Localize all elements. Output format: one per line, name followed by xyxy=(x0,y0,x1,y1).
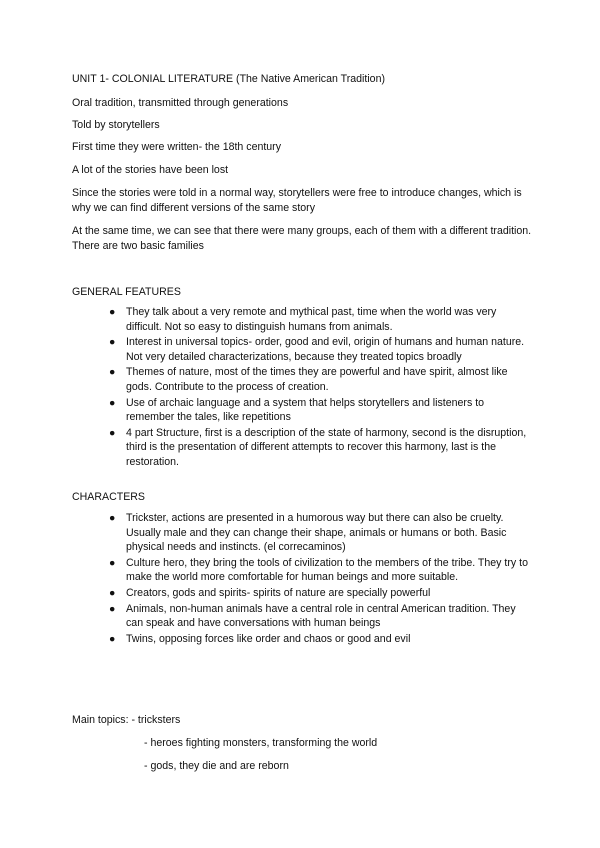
intro-paragraph: Since the stories were told in a normal way, storytellers were free to introduce changes, which is why we can find different versions of the same story xyxy=(72,187,522,214)
general-features-heading: GENERAL FEATURES xyxy=(72,286,181,298)
intro-paragraph: At the same time, we can see that there were many groups, each of them with a different tradition. There are two basic families xyxy=(72,225,532,252)
list-item xyxy=(0,556,600,585)
list-item-text: Use of archaic language and a system that helps storytellers and listeners to remember the tales, like repetitions xyxy=(126,396,485,424)
characters-heading: CHARACTERS xyxy=(72,491,145,503)
list-item xyxy=(0,511,600,555)
list-item-text: They talk about a very remote and mythical past, time when the world was very difficult. Not so easy to distinguish humans from animals. xyxy=(126,306,497,333)
main-topic-item: - heroes fighting monsters, transforming the world xyxy=(144,737,378,749)
bullet-icon: ● xyxy=(109,602,116,615)
intro-line: Told by storytellers xyxy=(72,119,160,131)
list-item xyxy=(0,365,600,394)
bullet-icon: ● xyxy=(109,426,116,439)
document-title: UNIT 1- COLONIAL LITERATURE (The Native American Tradition) xyxy=(72,73,385,85)
list-item-text: 4 part Structure, first is a description of the state of harmony, second is the disruption, third is the presentation of different attempts to recover this harmony, last is the restoration. xyxy=(126,426,527,468)
bullet-icon: ● xyxy=(109,366,116,379)
list-item xyxy=(0,426,600,470)
intro-line: A lot of the stories have been lost xyxy=(72,164,229,176)
bullet-icon: ● xyxy=(109,336,116,349)
intro-line: Oral tradition, transmitted through generations xyxy=(72,97,289,109)
list-item xyxy=(0,602,600,631)
list-item-text: Culture hero, they bring the tools of civilization to the members of the tribe. They try to make the world more comfortable for human beings and more suitable. xyxy=(126,556,528,584)
list-item-text: Creators, gods and spirits- spirits of nature are specially powerful xyxy=(126,586,431,599)
list-item xyxy=(0,586,600,601)
list-item-text: Trickster, actions are presented in a humorous way but there can also be cruelty. Usually male and they can change their shape, animals or humans or both. Basic physical needs and instincts. (el correcaminos) xyxy=(126,512,507,554)
main-topics-label: Main topics: - tricksters xyxy=(72,714,181,726)
bullet-icon: ● xyxy=(109,632,116,645)
list-item xyxy=(0,396,600,425)
list-item xyxy=(0,305,600,334)
bullet-icon: ● xyxy=(109,396,116,409)
list-item xyxy=(0,335,600,364)
list-item-text: Themes of nature, most of the times they are powerful and have spirit, almost like gods. Contribute to the process of creation. xyxy=(126,366,508,393)
main-topic-item: - gods, they die and are reborn xyxy=(144,760,289,772)
bullet-icon: ● xyxy=(109,556,116,569)
general-features-list xyxy=(0,305,600,471)
characters-list xyxy=(0,511,600,647)
list-item-text: Animals, non-human animals have a central role in central American tradition. They can speak and have conversations with human beings xyxy=(126,602,516,630)
bullet-icon: ● xyxy=(109,306,116,318)
list-item xyxy=(0,632,600,647)
list-item-text: Interest in universal topics- order, good and evil, origin of humans and human nature. Not very detailed characterizations, because they treated topics broadly xyxy=(126,336,525,363)
intro-line: First time they were written- the 18th century xyxy=(72,141,282,153)
bullet-icon: ● xyxy=(109,512,116,524)
bullet-icon: ● xyxy=(109,586,116,599)
list-item-text: Twins, opposing forces like order and chaos or good and evil xyxy=(126,632,411,645)
